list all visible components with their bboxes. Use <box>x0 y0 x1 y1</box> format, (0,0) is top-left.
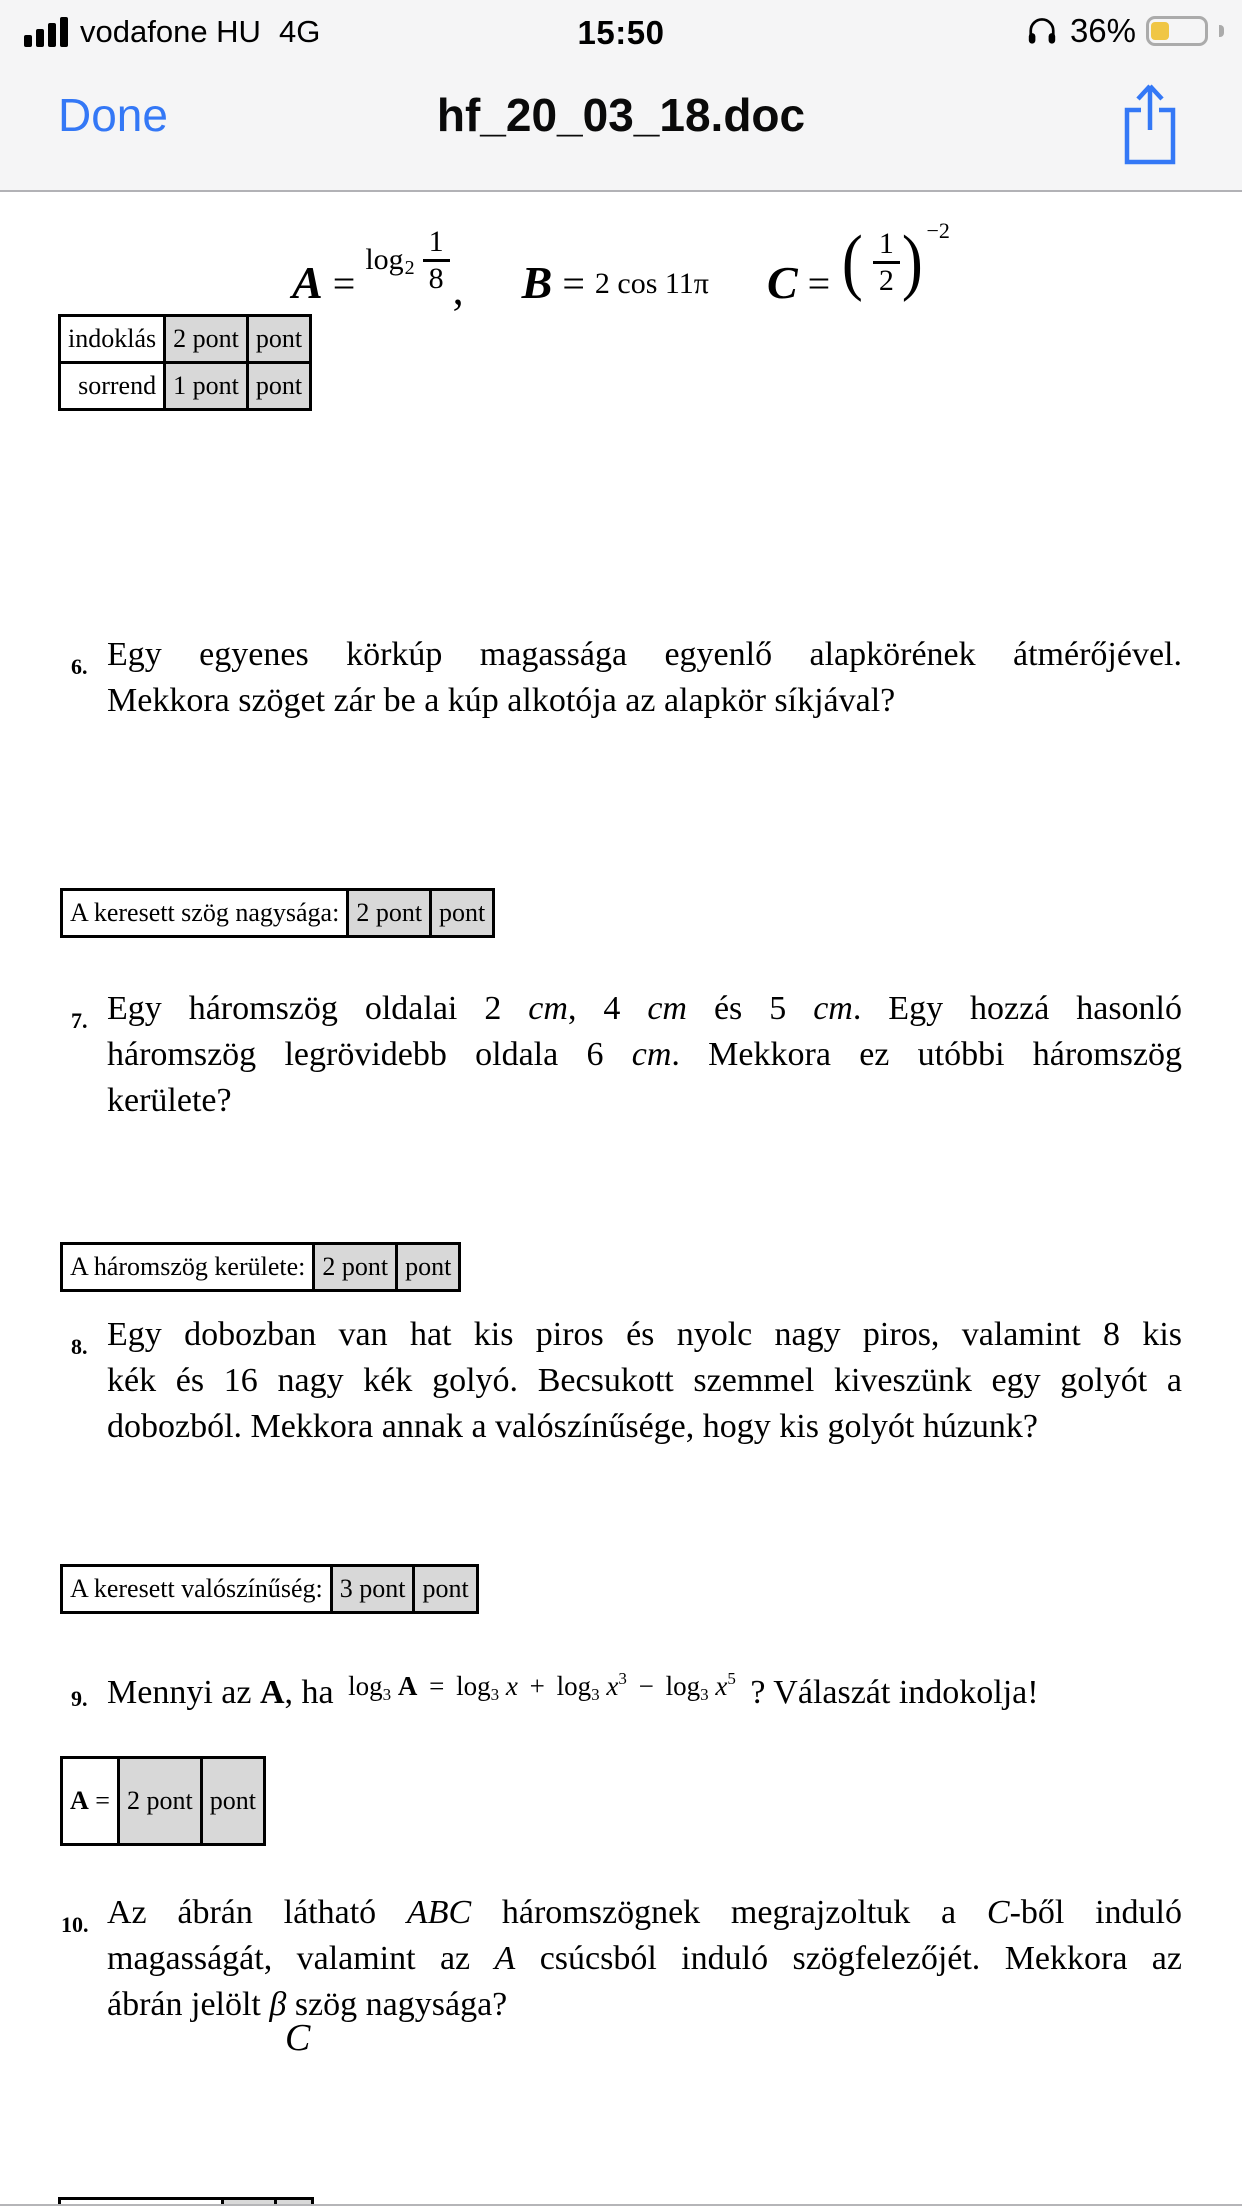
open-paren: ( <box>842 220 863 303</box>
question-number: 8. <box>71 1334 88 1359</box>
question-line <box>107 1404 1182 1450</box>
variable-A: A <box>397 1671 418 1701</box>
fraction-denominator: 8 <box>428 261 444 295</box>
comma: , <box>452 265 464 315</box>
formula-a <box>292 225 464 315</box>
close-paren: ) <box>901 220 923 303</box>
unit-italic: cm <box>647 990 687 1027</box>
question-6 <box>71 632 1182 724</box>
question-line <box>107 632 1182 678</box>
carrier-label: vodafone HU <box>80 14 261 49</box>
clock-label: 15:50 <box>577 14 665 51</box>
pont-cell: pont <box>431 890 494 937</box>
question-text: Egy dobozban van hat kis piros és nyolc nagy piros, valamint 8 kis <box>107 1316 1182 1353</box>
log-base: 3 <box>490 1685 500 1704</box>
equals-sign: = <box>807 261 831 306</box>
formula-c <box>766 218 950 308</box>
question-text: kék és 16 nagy kék golyó. Becsukott szemmel kiveszünk egy golyót a <box>107 1362 1182 1399</box>
log-equation <box>348 1652 736 1722</box>
question-line <box>107 1982 1182 2028</box>
question-text: Az ábrán látható <box>107 1894 407 1931</box>
question-text: , ha <box>284 1674 334 1711</box>
question-text: ábrán jelölt <box>107 1986 270 2023</box>
log-base: 3 <box>591 1685 600 1704</box>
vertex-name-italic: A <box>494 1940 516 1977</box>
equals-sign: = <box>429 1671 445 1701</box>
log-base: 3 <box>700 1685 709 1704</box>
question-line <box>107 1358 1182 1404</box>
question-8 <box>71 1312 1182 1450</box>
exponent: 3 <box>618 1669 627 1688</box>
answer-label-cell: A keresett szög nagysága: <box>62 890 348 937</box>
fraction <box>423 226 450 294</box>
equals-sign: = <box>332 261 356 306</box>
question-line <box>107 1890 1182 1936</box>
question-text: ? Válaszát indokolja! <box>750 1674 1039 1711</box>
top-chrome <box>0 0 1242 192</box>
share-button[interactable] <box>1118 78 1182 170</box>
equals-sign: = <box>562 261 585 306</box>
question-text: Egy háromszög oldalai 2 <box>107 990 529 1027</box>
fraction <box>873 228 900 296</box>
question-7 <box>71 986 1183 1124</box>
variable-x: x <box>505 1671 518 1701</box>
log-function: log <box>665 1671 701 1701</box>
pont-cell: pont <box>397 1244 460 1291</box>
points-cell: 3 pont <box>331 1566 414 1613</box>
answer-label-cell <box>62 1758 119 1845</box>
pont-cell: pont <box>247 363 310 410</box>
question-line <box>107 1032 1182 1078</box>
question-text: kerülete? <box>107 1082 232 1119</box>
beta-symbol: β <box>269 1986 287 2023</box>
formula-c-lhs: C <box>766 257 798 308</box>
question-number: 7. <box>71 1008 88 1033</box>
exponent: −2 <box>926 218 950 243</box>
plus-sign: + <box>529 1671 545 1701</box>
question-text: csúcsból induló szögfelezőjét. Mekkora az <box>515 1940 1182 1977</box>
answer-table-q7 <box>60 1242 461 1292</box>
question-9 <box>71 1660 1182 1730</box>
question-line <box>107 1312 1182 1358</box>
equals-sign: = <box>88 1786 110 1815</box>
points-cell: 2 pont <box>165 316 248 363</box>
pont-cell: pont <box>201 1758 264 1845</box>
log-base: 2 <box>404 256 415 279</box>
network-type-label: 4G <box>278 14 321 49</box>
document-title: hf_20_03_18.doc <box>436 89 806 141</box>
answer-table-q8 <box>60 1564 479 1614</box>
answer-label-cell: A keresett valószínűség: <box>62 1566 332 1613</box>
status-right-cluster <box>1024 12 1224 50</box>
question-text: Egy egyenes körkúp magassága egyenlő alapkörének átmérőjével. <box>107 636 1182 673</box>
question-line <box>107 986 1182 1032</box>
question-text: háromszögnek megrajzoltuk a <box>471 1894 987 1931</box>
table-row <box>62 1566 478 1613</box>
unit-italic: cm <box>813 990 853 1027</box>
exponent: 5 <box>727 1669 736 1688</box>
formula-b <box>521 257 709 308</box>
formula-b-lhs: B <box>521 257 553 308</box>
points-cell: 1 pont <box>165 363 248 410</box>
variable-x: x <box>606 1671 619 1701</box>
score-label-cell: sorrend <box>60 363 165 410</box>
points-cell: 2 pont <box>118 1758 201 1845</box>
pont-cell: pont <box>247 316 310 363</box>
question-line <box>107 1660 1182 1730</box>
question-10 <box>61 1890 1182 2028</box>
figure-vertex-c-label: C <box>285 2017 311 2059</box>
question-text: magasságát, valamint az <box>107 1940 495 1977</box>
unit-italic: cm <box>528 990 568 1027</box>
question-line <box>107 1078 1182 1124</box>
question-text: , 4 <box>567 990 648 1027</box>
formula-b-expression: 2 cos 11π <box>594 267 709 300</box>
battery-cap <box>1219 25 1224 37</box>
battery-percent-label: 36% <box>1069 12 1136 49</box>
log-base: 3 <box>382 1685 392 1704</box>
fraction-denominator: 2 <box>878 263 894 297</box>
fraction-numerator: 1 <box>423 226 450 262</box>
points-cell: 2 pont <box>348 890 431 937</box>
minus-sign: − <box>638 1671 654 1701</box>
battery-icon <box>1146 16 1208 46</box>
bottom-separator-line <box>0 2204 1242 2206</box>
question-text: dobozból. Mekkora annak a valószínűsége, hogy kis golyót húzunk? <box>107 1408 1039 1445</box>
table-row <box>62 1758 265 1845</box>
question-text: . Egy hozzá hasonló <box>852 990 1183 1027</box>
score-label-cell: indoklás <box>60 316 165 363</box>
score-table <box>58 314 312 411</box>
question-text: Mekkora szöget zár be a kúp alkotója az alapkör síkjával? <box>107 682 896 719</box>
log-function: log <box>348 1671 383 1701</box>
answer-table-q9 <box>60 1756 266 1846</box>
table-row <box>60 316 311 363</box>
share-icon <box>1119 78 1181 168</box>
question-text: Mennyi az <box>107 1674 260 1711</box>
headphones-icon <box>1024 13 1060 49</box>
points-cell: 2 pont <box>314 1244 397 1291</box>
formula-c-power-fraction <box>840 218 950 303</box>
log-function: log <box>365 243 404 276</box>
log-function: log <box>456 1671 491 1701</box>
question-text: . Mekkora ez utóbbi háromszög <box>671 1036 1182 1073</box>
question-number: 6. <box>71 654 88 679</box>
vertex-name-italic: C <box>986 1894 1010 1931</box>
question-text: és 5 <box>687 990 814 1027</box>
log-function: log <box>556 1671 592 1701</box>
triangle-name-italic: ABC <box>406 1894 472 1931</box>
question-line <box>107 1936 1182 1982</box>
question-number: 9. <box>71 1686 88 1711</box>
question-number: 10. <box>61 1912 89 1937</box>
table-row <box>62 890 494 937</box>
formula-row <box>0 206 1242 315</box>
variable-A: A <box>70 1786 89 1815</box>
question-text: háromszög legrövidebb oldala 6 <box>107 1036 632 1073</box>
battery-fill <box>1151 22 1169 40</box>
table-row <box>62 1244 460 1291</box>
done-button[interactable]: Done <box>58 89 168 141</box>
variable-A: A <box>259 1674 285 1711</box>
table-row <box>60 363 311 410</box>
pont-cell: pont <box>414 1566 477 1613</box>
answer-label-cell: A háromszög kerülete: <box>62 1244 314 1291</box>
formula-a-lhs: A <box>292 257 323 308</box>
answer-table-q6 <box>60 888 495 938</box>
question-text: -ből induló <box>1009 1894 1182 1931</box>
question-text: szög nagysága? <box>286 1986 508 2023</box>
formula-a-log-fraction <box>365 226 449 294</box>
variable-x: x <box>715 1671 728 1701</box>
question-line <box>107 678 1182 724</box>
fraction-numerator: 1 <box>873 228 900 264</box>
unit-italic: cm <box>631 1036 672 1073</box>
